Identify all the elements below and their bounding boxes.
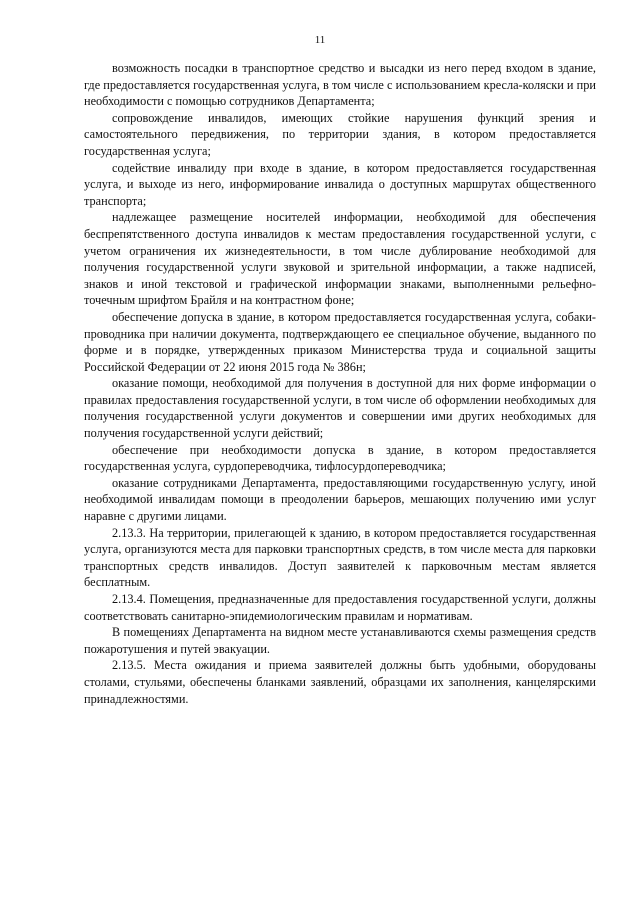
page-number: 11 — [314, 34, 326, 46]
paragraph: оказание сотрудниками Департамента, предоставляющими государственную услугу, иной необходимой инвалидам помощи в преодолении барьеров, мешающих получению ими услуг наравне с другими лицами. — [84, 475, 596, 524]
paragraph: оказание помощи, необходимой для получения в доступной для них форме информации о правилах предоставления государственной услуги, в том числе об оформлении необходимых для получения государственной услуги документов и совершении ими других необходимых для получения государственной услуги действий; — [84, 376, 596, 441]
paragraph: содействие инвалиду при входе в здание, в котором предоставляется государственная услуга, и выходе из него, информирование инвалида о доступных маршрутах общественного транспорта; — [84, 160, 596, 208]
paragraph: надлежащее размещение носителей информации, необходимой для обеспечения беспрепятственного доступа инвалидов к местам предоставления государственной услуги, с учетом ограничения их жизнедеятельности, в том числе дублирование необходимой для получения государственной услуги звуковой и зрительной информации, а также надписей, знаков и иной текстовой и графической информации знаками, выполненными рельефно-точечным шрифтом Брайля и на контрастном фоне; — [84, 210, 596, 308]
paragraph-section-2-13-3: 2.13.3. На территории, прилегающей к зданию, в котором предоставляется государственная услуга, организуются места для парковки транспортных средств, в том числе места для парковки транспортных средств инвалидов. Доступ заявителей к парковочным местам является бесплатным. — [84, 525, 596, 590]
document-body — [84, 60, 596, 707]
paragraph-section-2-13-5: 2.13.5. Места ожидания и приема заявителей должны быть удобными, оборудованы столами, стульями, обеспечены бланками заявлений, образцами их заполнения, канцелярскими принадлежностями. — [84, 658, 596, 706]
paragraph-section-2-13-4: 2.13.4. Помещения, предназначенные для предоставления государственной услуги, должны соответствовать санитарно-эпидемиологическим правилам и нормативам. — [84, 592, 596, 623]
paragraph: сопровождение инвалидов, имеющих стойкие нарушения функций зрения и самостоятельного передвижения, по территории здания, в котором предоставляется государственная услуга; — [84, 110, 596, 158]
paragraph: возможность посадки в транспортное средство и высадки из него перед входом в здание, где предоставляется государственная услуга, в том числе с использованием кресла-коляски и при необходимости с помощью сотрудников Департамента; — [84, 61, 596, 109]
paragraph: обеспечение допуска в здание, в котором предоставляется государственная услуга, собаки-проводника при наличии документа, подтверждающего ее специальное обучение, выданного по форме и в порядке, утвержденных приказом Министерства труда и социальной защиты Российской Федерации от 22 июня 2015 года № 386н; — [84, 309, 596, 374]
paragraph: В помещениях Департамента на видном месте устанавливаются схемы размещения средств пожаротушения и путей эвакуации. — [84, 625, 596, 656]
paragraph: обеспечение при необходимости допуска в здание, в котором предоставляется государственная услуга, сурдопереводчика, тифлосурдопереводчика; — [84, 442, 596, 474]
